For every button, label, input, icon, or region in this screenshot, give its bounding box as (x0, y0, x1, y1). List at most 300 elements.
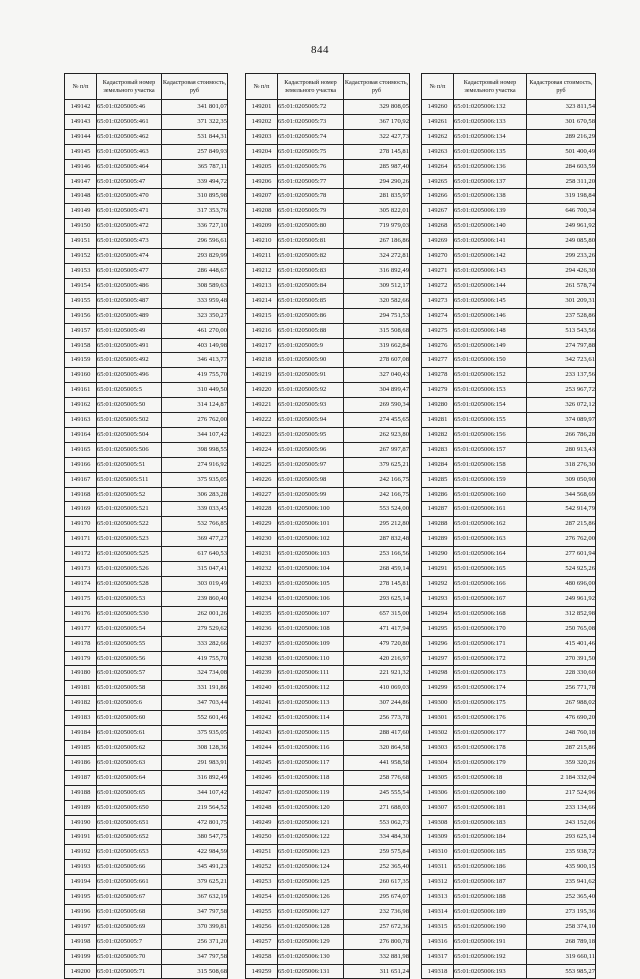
cadastral-number: 65:01:0205005:461 (97, 114, 162, 129)
row-number: 149219 (246, 368, 278, 383)
cadastral-value: 367 632,19 (162, 890, 228, 905)
row-number: 149293 (422, 591, 454, 606)
row-number: 149177 (65, 621, 97, 636)
cadastral-value: 307 244,86 (344, 696, 410, 711)
cadastral-value: 266 786,28 (527, 427, 596, 442)
cadastral-value: 344 107,42 (162, 785, 228, 800)
cadastral-table-1 (64, 73, 228, 979)
row-number: 149182 (65, 696, 97, 711)
table-row (422, 696, 596, 711)
cadastral-value: 312 852,98 (527, 606, 596, 621)
cadastral-number: 65:01:0205006:153 (454, 383, 527, 398)
cadastral-number: 65:01:0205006:176 (454, 711, 527, 726)
cadastral-number: 65:01:0205005:58 (97, 681, 162, 696)
cadastral-number: 65:01:0205006:131 (278, 964, 344, 979)
table-row (422, 487, 596, 502)
cadastral-value: 367 170,92 (344, 114, 410, 129)
row-number: 149247 (246, 785, 278, 800)
cadastral-value: 524 925,26 (527, 562, 596, 577)
cadastral-number: 65:01:0205006:118 (278, 770, 344, 785)
table-row (65, 100, 228, 115)
row-number: 149249 (246, 815, 278, 830)
cadastral-value: 233 137,56 (527, 368, 596, 383)
cadastral-number: 65:01:0205006:108 (278, 621, 344, 636)
cadastral-value: 420 216,97 (344, 651, 410, 666)
table-row (246, 293, 410, 308)
row-number: 149208 (246, 204, 278, 219)
cadastral-value: 304 899,47 (344, 383, 410, 398)
cadastral-value: 617 640,53 (162, 547, 228, 562)
table-row (65, 815, 228, 830)
table-row (246, 964, 410, 979)
table-row (422, 219, 596, 234)
cadastral-number: 65:01:0205006:145 (454, 293, 527, 308)
cadastral-number: 65:01:0205006:160 (454, 487, 527, 502)
row-number: 149239 (246, 666, 278, 681)
table-row (65, 323, 228, 338)
cadastral-value: 422 984,59 (162, 845, 228, 860)
row-number: 149169 (65, 502, 97, 517)
table-row (422, 159, 596, 174)
cadastral-value: 267 988,02 (527, 696, 596, 711)
row-number: 149176 (65, 606, 97, 621)
cadastral-number: 65:01:0205006:120 (278, 800, 344, 815)
row-number: 149171 (65, 532, 97, 547)
cadastral-number: 65:01:0205006:190 (454, 919, 527, 934)
cadastral-number: 65:01:0205006:188 (454, 890, 527, 905)
table-row (246, 636, 410, 651)
table-row (422, 562, 596, 577)
cadastral-number: 65:01:0205005:9 (278, 338, 344, 353)
row-number: 149165 (65, 442, 97, 457)
cadastral-value: 242 166,75 (344, 472, 410, 487)
cadastral-value: 233 134,66 (527, 800, 596, 815)
cadastral-value: 374 089,97 (527, 413, 596, 428)
row-number: 149145 (65, 144, 97, 159)
cadastral-number: 65:01:0205006:154 (454, 398, 527, 413)
table-row (246, 159, 410, 174)
cadastral-number: 65:01:0205006:170 (454, 621, 527, 636)
cadastral-value: 239 860,40 (162, 591, 228, 606)
cadastral-table-2 (245, 73, 410, 979)
table-row (246, 666, 410, 681)
row-number: 149250 (246, 830, 278, 845)
table-row (246, 263, 410, 278)
cadastral-value: 249 961,92 (527, 591, 596, 606)
table-row (65, 278, 228, 293)
cadastral-value: 331 191,86 (162, 681, 228, 696)
cadastral-value: 242 166,75 (344, 487, 410, 502)
cadastral-value: 501 400,49 (527, 144, 596, 159)
cadastral-number: 65:01:0205006:144 (454, 278, 527, 293)
table-row (422, 606, 596, 621)
table-row (246, 487, 410, 502)
row-number: 149280 (422, 398, 454, 413)
row-number: 149232 (246, 562, 278, 577)
table-row (422, 249, 596, 264)
cadastral-number: 65:01:0205006:128 (278, 919, 344, 934)
table-row (246, 219, 410, 234)
cadastral-number: 65:01:0205006:173 (454, 666, 527, 681)
row-number: 149306 (422, 785, 454, 800)
table-row (246, 129, 410, 144)
row-number: 149148 (65, 189, 97, 204)
cadastral-value: 287 832,48 (344, 532, 410, 547)
row-number: 149265 (422, 174, 454, 189)
cadastral-number: 65:01:0205006:117 (278, 755, 344, 770)
row-number: 149190 (65, 815, 97, 830)
table-row (65, 949, 228, 964)
table-row (246, 338, 410, 353)
row-number: 149240 (246, 681, 278, 696)
cadastral-number: 65:01:0205006:149 (454, 338, 527, 353)
cadastral-value: 261 578,74 (527, 278, 596, 293)
cadastral-value: 299 233,26 (527, 249, 596, 264)
row-number: 149204 (246, 144, 278, 159)
table-row (65, 800, 228, 815)
table-row (422, 532, 596, 547)
cadastral-number: 65:01:0205005:66 (97, 860, 162, 875)
table-row (246, 577, 410, 592)
row-number: 149288 (422, 517, 454, 532)
table-row (422, 129, 596, 144)
cadastral-number: 65:01:0205005:463 (97, 144, 162, 159)
cadastral-number: 65:01:0205006:166 (454, 577, 527, 592)
cadastral-value: 278 145,81 (344, 144, 410, 159)
table-row (422, 368, 596, 383)
cadastral-number: 65:01:0205006:162 (454, 517, 527, 532)
row-number: 149196 (65, 904, 97, 919)
row-number: 149246 (246, 770, 278, 785)
cadastral-value: 284 603,59 (527, 159, 596, 174)
cadastral-value: 365 787,11 (162, 159, 228, 174)
table-row (65, 845, 228, 860)
cadastral-value: 318 276,30 (527, 457, 596, 472)
cadastral-number: 65:01:0205005:474 (97, 249, 162, 264)
cadastral-value: 301 209,31 (527, 293, 596, 308)
row-number: 149312 (422, 875, 454, 890)
cadastral-value: 285 987,40 (344, 159, 410, 174)
table-row (246, 532, 410, 547)
cadastral-number: 65:01:0205005:70 (97, 949, 162, 964)
table-row (246, 949, 410, 964)
row-number: 149273 (422, 293, 454, 308)
row-number: 149212 (246, 263, 278, 278)
table-row (422, 263, 596, 278)
row-number: 149257 (246, 934, 278, 949)
table-row (246, 800, 410, 815)
cadastral-number: 65:01:0205006:146 (454, 308, 527, 323)
table-row (65, 263, 228, 278)
cadastral-number: 65:01:0205005:86 (278, 308, 344, 323)
cadastral-number: 65:01:0205006:119 (278, 785, 344, 800)
table-row (246, 189, 410, 204)
cadastral-value: 329 808,05 (344, 100, 410, 115)
cadastral-value: 476 690,20 (527, 711, 596, 726)
table-row (246, 696, 410, 711)
cadastral-number: 65:01:0205005:57 (97, 666, 162, 681)
cadastral-value: 249 085,80 (527, 234, 596, 249)
cadastral-number: 65:01:0205005:6 (97, 696, 162, 711)
cadastral-value: 294 290,26 (344, 174, 410, 189)
cadastral-value: 281 835,97 (344, 189, 410, 204)
table-row (422, 293, 596, 308)
row-number: 149297 (422, 651, 454, 666)
table-row (422, 770, 596, 785)
row-number: 149272 (422, 278, 454, 293)
row-number: 149282 (422, 427, 454, 442)
table-row (246, 427, 410, 442)
cadastral-number: 65:01:0205005:525 (97, 547, 162, 562)
cadastral-number: 65:01:0205006:140 (454, 219, 527, 234)
cadastral-number: 65:01:0205006:127 (278, 904, 344, 919)
table-row (65, 621, 228, 636)
cadastral-number: 65:01:0205005:69 (97, 919, 162, 934)
table-row (422, 651, 596, 666)
cadastral-number: 65:01:0205006:114 (278, 711, 344, 726)
cadastral-number: 65:01:0205005:76 (278, 159, 344, 174)
cadastral-value: 278 145,81 (344, 577, 410, 592)
cadastral-number: 65:01:0205005:93 (278, 398, 344, 413)
cadastral-number: 65:01:0205005:492 (97, 353, 162, 368)
cadastral-value: 262 001,26 (162, 606, 228, 621)
table-row (422, 502, 596, 517)
cadastral-number: 65:01:0205005:650 (97, 800, 162, 815)
cadastral-number: 65:01:0205005:489 (97, 308, 162, 323)
cadastral-value: 308 589,63 (162, 278, 228, 293)
table-row (422, 204, 596, 219)
row-number: 149275 (422, 323, 454, 338)
cadastral-number: 65:01:0205005:661 (97, 875, 162, 890)
cadastral-number: 65:01:0205005:85 (278, 293, 344, 308)
table-row (422, 964, 596, 979)
cadastral-value: 248 760,18 (527, 726, 596, 741)
row-number: 149200 (65, 964, 97, 979)
cadastral-number: 65:01:0205006:105 (278, 577, 344, 592)
cadastral-value: 276 762,00 (527, 532, 596, 547)
cadastral-value: 553 062,73 (344, 815, 410, 830)
cadastral-number: 65:01:0205006:137 (454, 174, 527, 189)
row-number: 149258 (246, 949, 278, 964)
row-number: 149251 (246, 845, 278, 860)
table-row (422, 875, 596, 890)
cadastral-number: 65:01:0205005:47 (97, 174, 162, 189)
cadastral-number: 65:01:0205006:163 (454, 532, 527, 547)
cadastral-number: 65:01:0205006:139 (454, 204, 527, 219)
table-row (246, 472, 410, 487)
cadastral-number: 65:01:0205005:56 (97, 651, 162, 666)
row-number: 149215 (246, 308, 278, 323)
cadastral-number: 65:01:0205006:121 (278, 815, 344, 830)
table-row (65, 234, 228, 249)
cadastral-number: 65:01:0205005:491 (97, 338, 162, 353)
row-number: 149304 (422, 755, 454, 770)
table-row (65, 711, 228, 726)
row-number: 149234 (246, 591, 278, 606)
header-num: № п/п (422, 74, 454, 100)
table-row (422, 845, 596, 860)
table-row (422, 860, 596, 875)
row-number: 149188 (65, 785, 97, 800)
cadastral-number: 65:01:0205006:115 (278, 726, 344, 741)
row-number: 149301 (422, 711, 454, 726)
row-number: 149243 (246, 726, 278, 741)
cadastral-value: 274 797,88 (527, 338, 596, 353)
cadastral-value: 253 967,72 (527, 383, 596, 398)
row-number: 149226 (246, 472, 278, 487)
header-num: № п/п (65, 74, 97, 100)
row-number: 149147 (65, 174, 97, 189)
cadastral-value: 287 215,86 (527, 517, 596, 532)
row-number: 149186 (65, 755, 97, 770)
cadastral-number: 65:01:0205006:123 (278, 845, 344, 860)
cadastral-value: 256 771,78 (527, 681, 596, 696)
table-row (246, 502, 410, 517)
cadastral-number: 65:01:0205006:152 (454, 368, 527, 383)
cadastral-value: 237 528,86 (527, 308, 596, 323)
cadastral-value: 232 736,98 (344, 904, 410, 919)
cadastral-value: 347 703,44 (162, 696, 228, 711)
cadastral-number: 65:01:0205005:472 (97, 219, 162, 234)
cadastral-number: 65:01:0205006:161 (454, 502, 527, 517)
table-row (422, 427, 596, 442)
cadastral-value: 472 801,75 (162, 815, 228, 830)
table-row (65, 532, 228, 547)
cadastral-number: 65:01:0205005:84 (278, 278, 344, 293)
cadastral-number: 65:01:0205006:193 (454, 964, 527, 979)
row-number: 149150 (65, 219, 97, 234)
cadastral-number: 65:01:0205005:81 (278, 234, 344, 249)
cadastral-value: 257 672,36 (344, 919, 410, 934)
row-number: 149263 (422, 144, 454, 159)
cadastral-value: 296 596,61 (162, 234, 228, 249)
row-number: 149256 (246, 919, 278, 934)
table-row (246, 755, 410, 770)
table-row (246, 547, 410, 562)
cadastral-value: 269 590,34 (344, 398, 410, 413)
cadastral-value: 250 765,08 (527, 621, 596, 636)
row-number: 149193 (65, 860, 97, 875)
row-number: 149318 (422, 964, 454, 979)
cadastral-value: 309 050,90 (527, 472, 596, 487)
row-number: 149151 (65, 234, 97, 249)
cadastral-number: 65:01:0205005:523 (97, 532, 162, 547)
cadastral-value: 274 455,65 (344, 413, 410, 428)
table-row (65, 189, 228, 204)
table-row (422, 755, 596, 770)
row-number: 149214 (246, 293, 278, 308)
row-number: 149289 (422, 532, 454, 547)
row-number: 149144 (65, 129, 97, 144)
cadastral-number: 65:01:0205005:470 (97, 189, 162, 204)
table-row (65, 606, 228, 621)
table-row (65, 785, 228, 800)
cadastral-value: 371 322,35 (162, 114, 228, 129)
cadastral-value: 262 923,80 (344, 427, 410, 442)
cadastral-number: 65:01:0205006:179 (454, 755, 527, 770)
cadastral-number: 65:01:0205006:164 (454, 547, 527, 562)
row-number: 149300 (422, 696, 454, 711)
row-number: 149174 (65, 577, 97, 592)
table-row (246, 740, 410, 755)
cadastral-number: 65:01:0205005:54 (97, 621, 162, 636)
cadastral-value: 347 797,58 (162, 949, 228, 964)
table-row (422, 472, 596, 487)
cadastral-value: 553 524,00 (344, 502, 410, 517)
table-row (422, 338, 596, 353)
row-number: 149180 (65, 666, 97, 681)
table-row (246, 815, 410, 830)
cadastral-number: 65:01:0205005:511 (97, 472, 162, 487)
table-row (422, 308, 596, 323)
cadastral-value: 324 734,08 (162, 666, 228, 681)
cadastral-number: 65:01:0205005:52 (97, 487, 162, 502)
header-cadastral-value: Кадастровая стоимость, руб (162, 74, 228, 100)
cadastral-number: 65:01:0205006:178 (454, 740, 527, 755)
row-number: 149259 (246, 964, 278, 979)
row-number: 149244 (246, 740, 278, 755)
cadastral-number: 65:01:0205006:132 (454, 100, 527, 115)
cadastral-number: 65:01:0205006:130 (278, 949, 344, 964)
cadastral-value: 324 272,81 (344, 249, 410, 264)
row-number: 149266 (422, 189, 454, 204)
cadastral-number: 65:01:0205006:157 (454, 442, 527, 457)
table-row (246, 308, 410, 323)
cadastral-number: 65:01:0205005:75 (278, 144, 344, 159)
row-number: 149233 (246, 577, 278, 592)
row-number: 149199 (65, 949, 97, 964)
cadastral-number: 65:01:0205005:5 (97, 383, 162, 398)
header-cadastral-number: Кадастровый номер земельного участка (454, 74, 527, 100)
row-number: 149178 (65, 636, 97, 651)
row-number: 149248 (246, 800, 278, 815)
cadastral-number: 65:01:0205006:134 (454, 129, 527, 144)
row-number: 149170 (65, 517, 97, 532)
cadastral-value: 323 811,54 (527, 100, 596, 115)
row-number: 149313 (422, 890, 454, 905)
table-row (65, 457, 228, 472)
table-row (422, 174, 596, 189)
row-number: 149241 (246, 696, 278, 711)
row-number: 149285 (422, 472, 454, 487)
cadastral-number: 65:01:0205005:49 (97, 323, 162, 338)
cadastral-value: 319 198,84 (527, 189, 596, 204)
table-row (65, 159, 228, 174)
row-number: 149302 (422, 726, 454, 741)
cadastral-value: 532 766,85 (162, 517, 228, 532)
cadastral-number: 65:01:0205006:107 (278, 606, 344, 621)
table-row (65, 383, 228, 398)
row-number: 149197 (65, 919, 97, 934)
cadastral-number: 65:01:0205006:141 (454, 234, 527, 249)
cadastral-value: 268 459,14 (344, 562, 410, 577)
cadastral-value: 308 128,36 (162, 740, 228, 755)
cadastral-value: 719 979,03 (344, 219, 410, 234)
table-row (422, 591, 596, 606)
cadastral-number: 65:01:0205006:112 (278, 681, 344, 696)
cadastral-number: 65:01:0205005:526 (97, 562, 162, 577)
table-row (65, 666, 228, 681)
row-number: 149155 (65, 293, 97, 308)
cadastral-value: 276 800,78 (344, 934, 410, 949)
table-row (65, 144, 228, 159)
table-row (246, 442, 410, 457)
table-row (65, 562, 228, 577)
table-row (65, 338, 228, 353)
table-row (422, 890, 596, 905)
cadastral-value: 317 353,76 (162, 204, 228, 219)
cadastral-tables (0, 73, 640, 975)
